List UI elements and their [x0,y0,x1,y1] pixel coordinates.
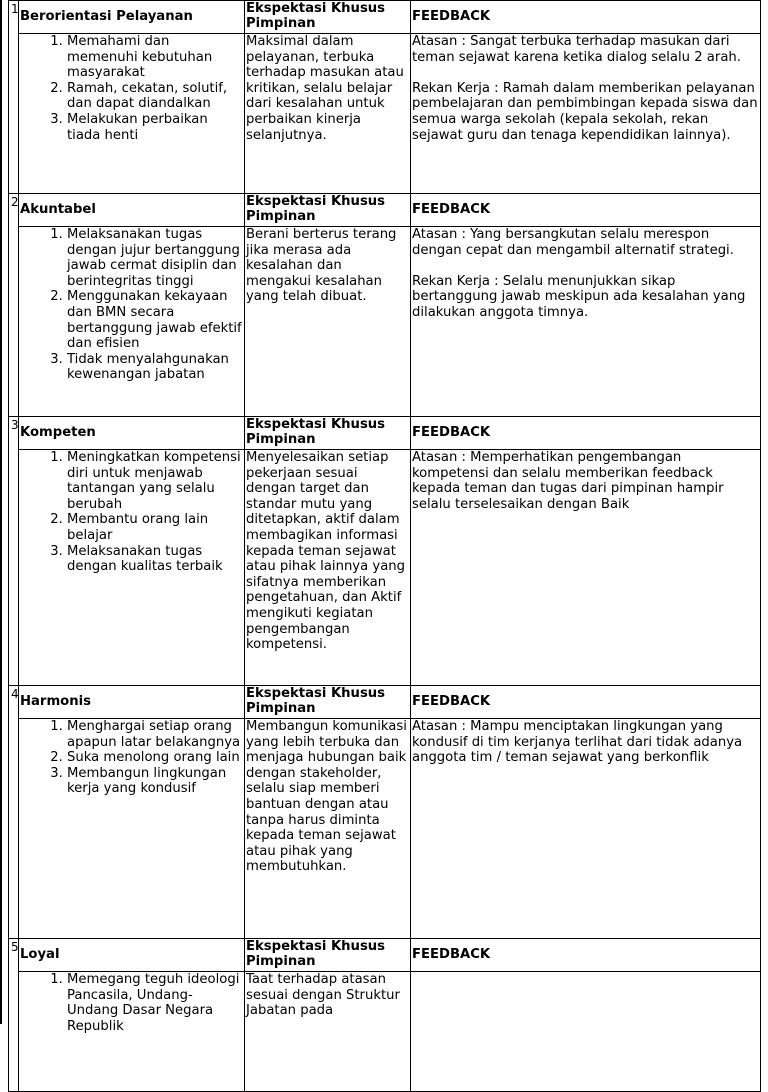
section-header-row [9,194,761,227]
behavior-list-cell [19,450,245,686]
behavior-item: 2. Ramah, cekatan, solutif, dan dapat diandalkan [67,81,243,112]
behavior-list [20,972,243,1034]
behavior-item: 2. Suka menolong orang lain [67,750,243,766]
value-title: Berorientasi Pelayanan [19,1,245,34]
behavior-list-cell [19,34,245,194]
behavior-list-cell [19,972,245,1092]
feedback-cell [411,719,761,939]
behavior-item: 1. Menghargai setiap orang apapun latar belakangnya [67,719,243,750]
feedback-cell [411,972,761,1092]
feedback-atasan: Atasan : Mampu menciptakan lingkungan yang kondusif di tim kerjanya terlihat dari tidak adanya anggota tim / teman sejawat yang berkonflik [412,719,743,766]
feedback-atasan: Atasan : Yang bersangkutan selalu merespon dengan cepat dan mengambil alternatif strategi. [412,227,734,258]
behavior-list [20,34,243,143]
section-body-row [9,227,761,417]
behavior-item: 3. Melakukan perbaikan tiada henti [67,112,243,143]
value-title: Kompeten [19,417,245,450]
behavior-item: 3. Membangun lingkungan kerja yang kondusif [67,766,243,797]
expectation-text: Berani berterus terang jika merasa ada kesalahan dan mengakui kesalahan yang telah dibuat. [245,227,411,417]
section-body-row [9,972,761,1092]
row-number: 4 [9,686,19,939]
behavior-item: 2. Membantu orang lain belajar [67,512,243,543]
feedback-header: FEEDBACK [411,939,761,972]
row-number: 3 [9,417,19,686]
section-header-row [9,417,761,450]
feedback-cell [411,450,761,686]
behavior-list-cell [19,719,245,939]
section-body-row [9,450,761,686]
section-header-row [9,686,761,719]
value-title: Akuntabel [19,194,245,227]
behavior-item: 1. Melaksanakan tugas dengan jujur bertanggung jawab cermat disiplin dan berintegritas tinggi [67,227,243,289]
row-number: 5 [9,939,19,1092]
behavior-list [20,719,243,797]
behavior-list [20,227,243,383]
feedback-cell [411,34,761,194]
section-body-row [9,34,761,194]
value-title: Loyal [19,939,245,972]
section-header-row [9,939,761,972]
behavior-item: 1. Memegang teguh ideologi Pancasila, Undang-Undang Dasar Negara Republik [67,972,243,1034]
expectation-header: Ekspektasi Khusus Pimpinan [245,686,411,719]
feedback-header: FEEDBACK [411,417,761,450]
expectation-text: Maksimal dalam pelayanan, terbuka terhadap masukan atau kritikan, selalu belajar dari kesalahan untuk perbaikan kinerja selanjutnya. [245,34,411,194]
behavior-list-cell [19,227,245,417]
feedback-header: FEEDBACK [411,686,761,719]
behavior-list [20,450,243,575]
behavior-item: 3. Melaksanakan tugas dengan kualitas terbaik [67,544,243,575]
section-body-row [9,719,761,939]
expectation-text: Menyelesaikan setiap pekerjaan sesuai dengan target dan standar mutu yang ditetapkan, aktif dalam membagikan informasi kepada teman sejawat atau pihak lainnya yang sifatnya memberikan pengetahuan, dan Aktif mengikuti kegiatan pengembangan kompetensi. [245,450,411,686]
page-left-border [0,0,2,1024]
feedback-atasan: Atasan : Memperhatikan pengembangan kompetensi dan selalu memberikan feedback kepada teman dan tugas dari pimpinan hampir selalu terselesaikan dengan Baik [412,450,724,512]
behavior-item: 1. Meningkatkan kompetensi diri untuk menjawab tantangan yang selalu berubah [67,450,243,512]
expectation-header: Ekspektasi Khusus Pimpinan [245,194,411,227]
value-title: Harmonis [19,686,245,719]
feedback-rekan-kerja: Rekan Kerja : Ramah dalam memberikan pelayanan pembelajaran dan pembimbingan kepada siswa dan semua warga sekolah (kepala sekolah, rekan sejawat guru dan tenaga kependidikan lainnya). [412,80,758,143]
behavior-item: 1. Memahami dan memenuhi kebutuhan masyarakat [67,34,243,81]
feedback-header: FEEDBACK [411,194,761,227]
section-header-row [9,1,761,34]
feedback-cell [411,227,761,417]
feedback-atasan: Atasan : Sangat terbuka terhadap masukan dari teman sejawat karena ketika dialog selalu 2 arah. [412,34,741,65]
expectation-header: Ekspektasi Khusus Pimpinan [245,417,411,450]
behavior-item: 2. Menggunakan kekayaan dan BMN secara bertanggung jawab efektif dan efisien [67,289,243,351]
expectation-header: Ekspektasi Khusus Pimpinan [245,1,411,34]
row-number: 1 [9,1,19,194]
feedback-rekan-kerja: Rekan Kerja : Selalu menunjukkan sikap bertanggung jawab meskipun ada kesalahan yang dilakukan anggota timnya. [412,273,746,320]
expectation-text: Membangun komunikasi yang lebih terbuka dan menjaga hubungan baik dengan stakeholder, selalu siap memberi bantuan dengan atau tanpa harus diminta kepada teman sejawat atau pihak yang membutuhkan. [245,719,411,939]
expectation-header: Ekspektasi Khusus Pimpinan [245,939,411,972]
behavior-item: 3. Tidak menyalahgunakan kewenangan jabatan [67,352,243,383]
row-number: 2 [9,194,19,417]
feedback-header: FEEDBACK [411,1,761,34]
core-values-table [8,0,761,1092]
expectation-text: Taat terhadap atasan sesuai dengan Struktur Jabatan pada [245,972,411,1092]
